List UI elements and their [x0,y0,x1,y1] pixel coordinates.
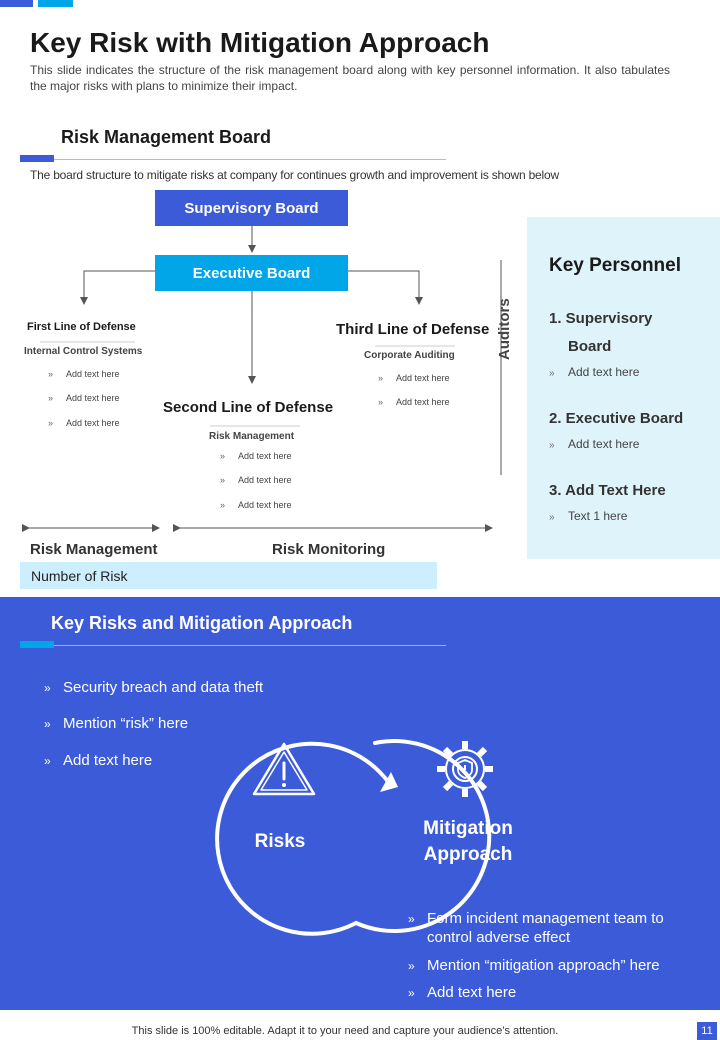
key-risks-heading: Key Risks and Mitigation Approach [51,613,353,633]
first-line-subtitle: Internal Control Systems [24,346,143,357]
risk-management-label: Risk Management [30,541,158,558]
double-chevron-icon: » [408,986,415,1000]
risk-item: » Mention “risk” here [44,715,189,732]
key-personnel-title: Key Personnel [549,255,681,276]
executive-board-box: Executive Board [155,255,348,291]
mitigation-label: Approach [423,844,513,865]
risk-item: » Add text here [44,752,153,769]
second-line-subtitle: Risk Management [209,431,295,442]
double-chevron-icon: » [48,369,54,379]
second-line-title: Second Line of Defense [163,399,334,416]
key-personnel-sub: » Text 1 here [549,509,628,523]
key-personnel-sub: » Add text here [549,365,640,379]
risks-label: Risks [254,831,306,852]
board-description: The board structure to mitigate risks at company for continues growth and improvement is shown below [30,168,559,182]
auditors-label: Auditors [496,298,513,360]
first-line-title: First Line of Defense [27,321,136,333]
page-number: 11 [697,1022,717,1040]
board-heading: Risk Management Board [61,127,272,147]
first-line-item: » Add text here [48,393,120,403]
second-line-item: » Add text here [220,500,292,510]
key-personnel-item: 1. Supervisory [549,310,653,327]
mitigation-item: » Add text here [408,984,517,1001]
double-chevron-icon: » [549,440,555,451]
key-personnel-item-cont: Board [568,338,612,355]
double-chevron-icon: » [220,475,226,485]
double-chevron-icon: » [220,451,226,461]
page-description: This slide indicates the structure of the risk management board along with key personnel information. It also tabulates the major risks with plans to minimize their impact. [30,63,670,93]
third-line-item: » Add text here [378,373,450,383]
mitigation-label: Mitigation [423,818,513,839]
risk-monitoring-label: Risk Monitoring [272,541,386,558]
double-chevron-icon: » [220,500,226,510]
double-chevron-icon: » [549,368,555,379]
footer-text: This slide is 100% editable. Adapt it to your need and capture your audience’s attention. [131,1025,559,1037]
mitigation-item-cont: control adverse effect [427,929,571,946]
double-chevron-icon: » [378,373,384,383]
risk-item: » Security breach and data theft [44,679,264,696]
risk-mitigation-cycle [0,597,720,1010]
double-chevron-icon: » [378,397,384,407]
third-line-item: » Add text here [378,397,450,407]
first-line-item: » Add text here [48,369,120,379]
first-line-item: » Add text here [48,418,120,428]
double-chevron-icon: » [408,959,415,973]
key-personnel-item: 2. Executive Board [549,410,684,427]
page-title: Key Risk with Mitigation Approach [30,27,490,58]
double-chevron-icon: » [44,717,51,731]
warning-triangle-icon [251,741,317,797]
double-chevron-icon: » [44,681,51,695]
mitigation-item: » Form incident management team to [408,910,664,927]
mitigation-item: » Mention “mitigation approach” here [408,957,660,974]
gear-shield-icon [433,737,497,801]
key-personnel-sub: » Add text here [549,437,640,451]
second-line-item: » Add text here [220,451,292,461]
supervisory-board-box: Supervisory Board [155,190,348,226]
number-of-risk-bar: Number of Risk [20,562,437,589]
third-line-title: Third Line of Defense [336,321,490,338]
double-chevron-icon: » [48,393,54,403]
double-chevron-icon: » [549,512,555,523]
second-line-item: » Add text here [220,475,292,485]
double-chevron-icon: » [48,418,54,428]
key-personnel-item: 3. Add Text Here [549,482,666,499]
double-chevron-icon: » [408,912,415,926]
double-chevron-icon: » [44,754,51,768]
third-line-subtitle: Corporate Auditing [364,350,455,361]
